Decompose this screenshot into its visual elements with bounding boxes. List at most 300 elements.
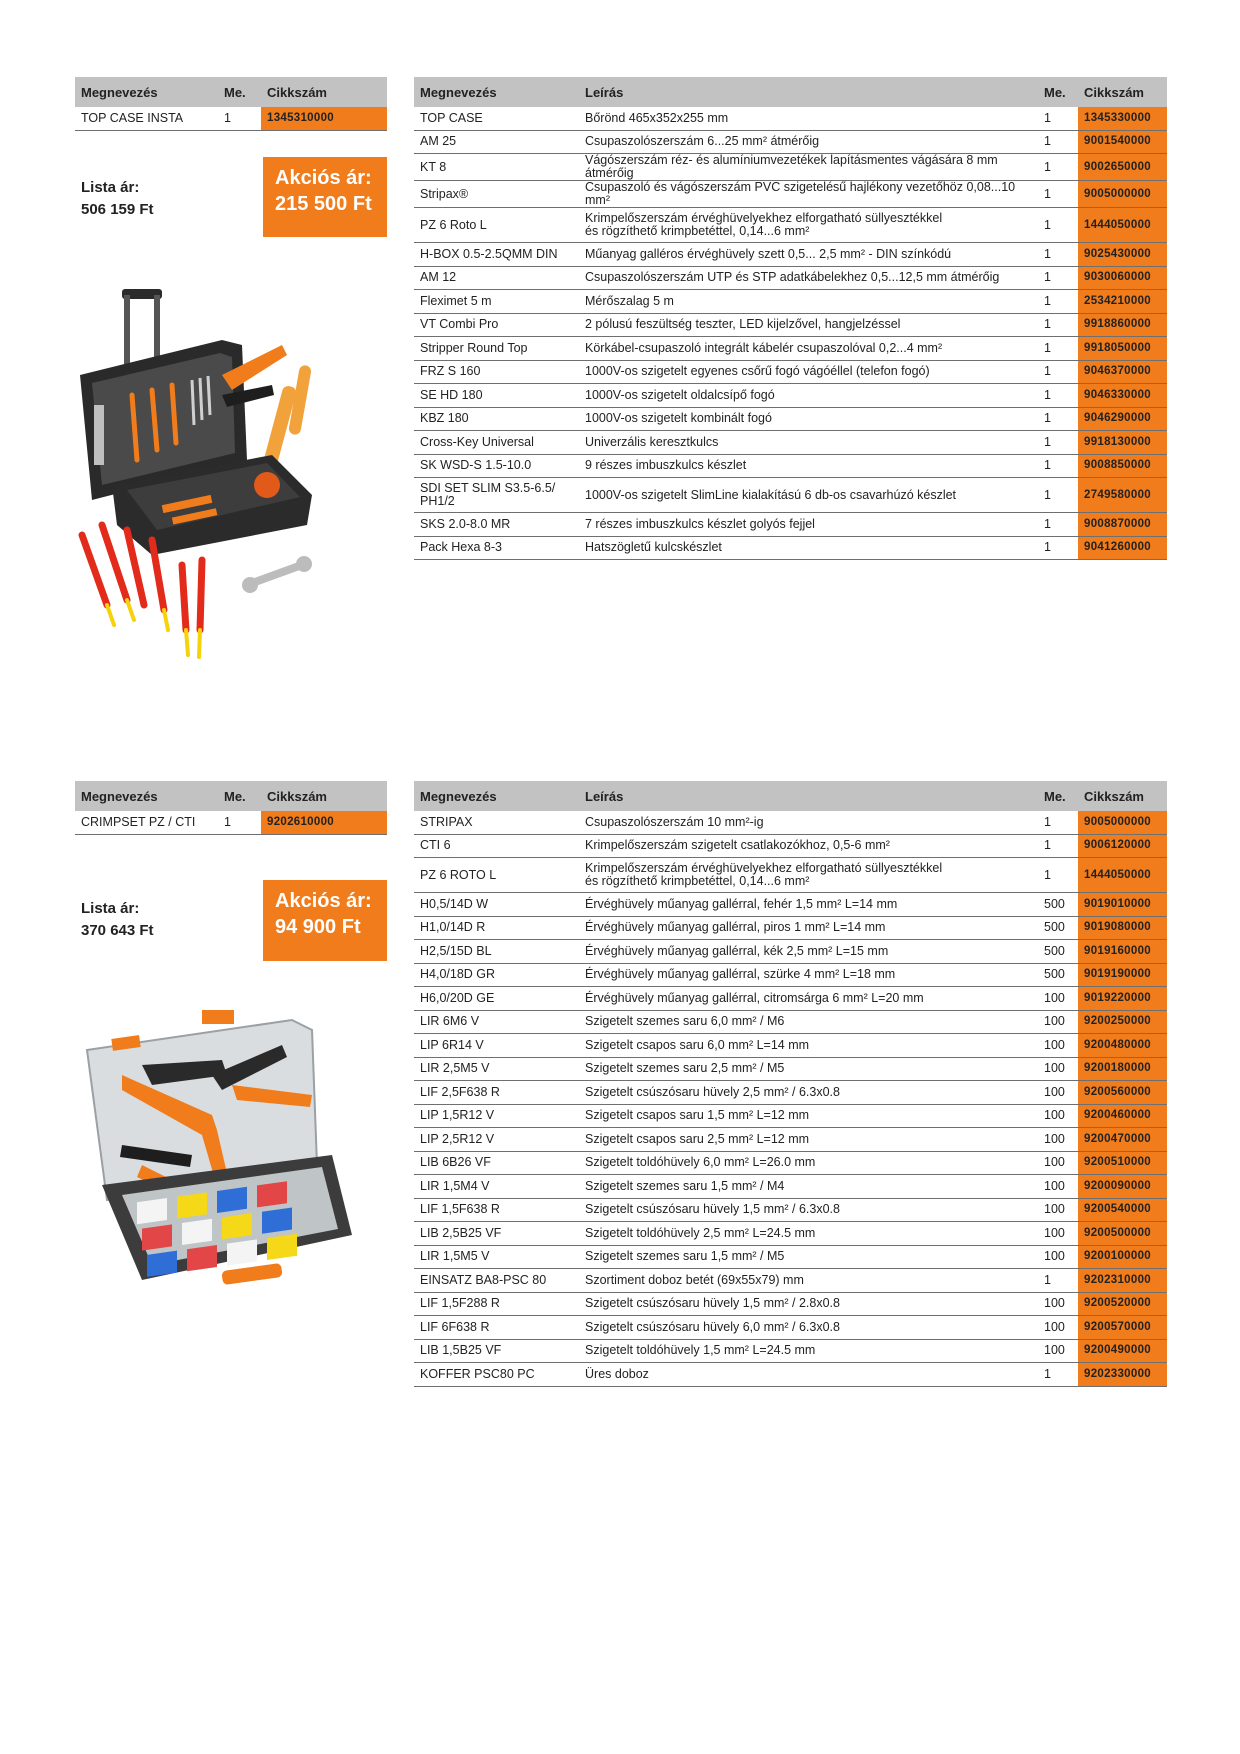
item-qty: 1 [1038,454,1078,478]
item-qty: 100 [1038,987,1078,1011]
item-qty: 1 [1038,154,1078,181]
item-description-line: 1000V-os szigetelt oldalcsípő fogó [585,387,775,402]
item-description-line: Szigetelt szemes saru 1,5 mm² / M4 [585,1178,785,1193]
item-description-line: 1000V-os szigetelt egyenes csőrű fogó vágóéllel (telefon fogó) [585,364,930,379]
item-name [414,360,579,384]
table-row [414,1010,1167,1034]
item-name [414,536,579,560]
item-name-line: LIF 6F638 R [420,1319,490,1334]
item-qty: 100 [1038,1128,1078,1152]
item-description-line: Szigetelt csapos saru 6,0 mm² L=14 mm [585,1037,810,1052]
item-name [414,834,579,858]
item-name [414,181,579,208]
item-description [579,384,1038,408]
set-code: 9202610000 [261,811,387,834]
item-name [414,313,579,337]
item-code: 9046330000 [1078,384,1167,408]
item-qty: 1 [1038,107,1078,130]
item-description-line: Krimpelőszerszám szigetelt csatlakozókhoz, 0,5-6 mm² [585,838,890,853]
item-name-line: PH1/2 [420,494,455,508]
item-code: 9918860000 [1078,313,1167,337]
components-table-1 [414,77,1167,560]
col-header-qty: Me. [218,77,261,107]
item-qty: 100 [1038,1316,1078,1340]
item-name-line: LIR 1,5M5 V [420,1249,490,1264]
item-description-line: Érvéghüvely műanyag gallérral, piros 1 mm² L=14 mm [585,920,886,935]
item-qty: 100 [1038,1245,1078,1269]
item-qty: 100 [1038,1175,1078,1199]
item-description [579,1269,1038,1293]
table-row [414,454,1167,478]
item-qty: 1 [1038,130,1078,154]
item-qty: 1 [1038,858,1078,893]
item-description [579,1034,1038,1058]
item-qty: 1 [1038,513,1078,537]
item-qty: 1 [1038,811,1078,834]
item-name-line: TOP CASE [420,110,483,125]
item-code: 2749580000 [1078,478,1167,513]
components-body-1 [414,107,1167,560]
item-qty: 100 [1038,1339,1078,1363]
item-name-line: SK WSD-S 1.5-10.0 [420,458,532,473]
item-description-line: Szigetelt csapos saru 2,5 mm² L=12 mm [585,1131,810,1146]
item-qty: 1 [1038,536,1078,560]
item-code: 9200100000 [1078,1245,1167,1269]
item-description [579,478,1038,513]
item-qty: 1 [1038,1269,1078,1293]
item-name [414,811,579,834]
sale-price-label: Akciós ár: [275,890,372,912]
item-description [579,208,1038,243]
table-row [414,963,1167,987]
item-qty: 100 [1038,1081,1078,1105]
item-code: 9200510000 [1078,1151,1167,1175]
item-name [414,384,579,408]
item-name [414,107,579,130]
table-row [414,536,1167,560]
item-name [414,130,579,154]
item-code: 9200180000 [1078,1057,1167,1081]
item-description [579,1175,1038,1199]
item-description-line: Szigetelt csúszósaru hüvely 1,5 mm² / 2.8x0.8 [585,1296,840,1311]
item-name-line: LIR 1,5M4 V [420,1178,490,1193]
item-description [579,1339,1038,1363]
item-description-line: 2 pólusú feszültség teszter, LED kijelzővel, hangjelzéssel [585,317,901,332]
item-description-line: Szigetelt szemes saru 6,0 mm² / M6 [585,1014,785,1029]
table-row [414,1269,1167,1293]
item-description [579,1316,1038,1340]
item-code: 2534210000 [1078,290,1167,314]
item-name-line: SKS 2.0-8.0 MR [420,516,511,531]
table-row [414,834,1167,858]
item-code: 9046370000 [1078,360,1167,384]
item-code: 9200500000 [1078,1222,1167,1246]
table-row [414,1104,1167,1128]
item-code: 9019160000 [1078,940,1167,964]
item-description [579,360,1038,384]
item-name [414,1316,579,1340]
item-name-line: SDI SET SLIM S3.5-6.5/ [420,481,556,495]
item-name [414,208,579,243]
item-name [414,1151,579,1175]
item-name-line: Pack Hexa 8-3 [420,540,502,555]
item-code: 9200470000 [1078,1128,1167,1152]
item-name-line: STRIPAX [420,814,473,829]
item-description-line: Szigetelt szemes saru 2,5 mm² / M5 [585,1061,785,1076]
item-code: 9200570000 [1078,1316,1167,1340]
item-description-line: Körkábel-csupaszoló integrált kábelér csupaszolóval 0,2...4 mm² [585,340,943,355]
table-row [414,407,1167,431]
item-code: 1345330000 [1078,107,1167,130]
col-header-name: Megnevezés [75,77,218,107]
item-code: 9030060000 [1078,266,1167,290]
item-name [414,1339,579,1363]
item-code: 9019010000 [1078,893,1167,917]
item-qty: 1 [1038,290,1078,314]
list-price-value: 506 159 Ft [81,201,154,218]
item-name-line: LIF 1,5F638 R [420,1202,500,1217]
item-name [414,1198,579,1222]
item-code: 1444050000 [1078,208,1167,243]
item-description [579,1057,1038,1081]
table-row [414,1316,1167,1340]
item-code: 1444050000 [1078,858,1167,893]
item-name [414,1010,579,1034]
item-qty: 1 [1038,337,1078,361]
item-name [414,266,579,290]
item-description-line: Csupaszolószerszám UTP és STP adatkábelekhez 0,5...12,5 mm átmérőig [585,270,1000,285]
item-description-line: Bőrönd 465x352x255 mm [585,110,729,125]
table-row [414,243,1167,267]
table-row [414,130,1167,154]
item-qty: 100 [1038,1034,1078,1058]
item-description-line: Műanyag galléros érvéghüvely szett 0,5... 2,5 mm² - DIN színkódú [585,246,952,261]
item-description-line: 1000V-os szigetelt kombinált fogó [585,411,772,426]
components-body-2 [414,811,1167,1386]
table-row [414,1245,1167,1269]
set-qty: 1 [218,107,261,130]
item-name [414,454,579,478]
col-header-description: Leírás [579,781,1038,811]
item-description-line: 1000V-os szigetelt SlimLine kialakítású 6 db-os csavarhúzó készlet [585,487,957,502]
item-name [414,1104,579,1128]
item-code: 9200490000 [1078,1339,1167,1363]
set-code: 1345310000 [261,107,387,130]
item-name [414,1081,579,1105]
item-qty: 100 [1038,1057,1078,1081]
item-description [579,858,1038,893]
item-name [414,337,579,361]
table-row [414,290,1167,314]
item-description [579,536,1038,560]
item-name [414,963,579,987]
col-header-code: Cikkszám [1078,77,1167,107]
item-name [414,1057,579,1081]
table-row [414,987,1167,1011]
item-description [579,290,1038,314]
item-name-line: LIP 1,5R12 V [420,1108,495,1123]
item-name-line: AM 25 [420,134,457,149]
item-qty: 100 [1038,1010,1078,1034]
item-description [579,1292,1038,1316]
table-row [414,431,1167,455]
item-qty: 1 [1038,181,1078,208]
table-row [414,1292,1167,1316]
table-row [414,1128,1167,1152]
item-description [579,1151,1038,1175]
list-price-1 [81,177,154,221]
item-name-line: PZ 6 ROTO L [420,867,497,882]
table-row [414,266,1167,290]
item-description [579,1010,1038,1034]
table-row [414,1034,1167,1058]
item-description [579,893,1038,917]
item-code: 9200460000 [1078,1104,1167,1128]
item-code: 9202330000 [1078,1363,1167,1387]
summary-table-2 [75,781,387,835]
item-code: 9025430000 [1078,243,1167,267]
item-name-line: KT 8 [420,159,447,174]
item-name [414,893,579,917]
item-code: 9005000000 [1078,811,1167,834]
item-name-line: LIB 2,5B25 VF [420,1225,502,1240]
item-name [414,154,579,181]
item-description [579,313,1038,337]
item-name [414,513,579,537]
item-code: 9918050000 [1078,337,1167,361]
table-row [414,858,1167,893]
table-row [414,181,1167,208]
table-row [414,107,1167,130]
item-name-line: AM 12 [420,270,457,285]
item-name-line: Cross-Key Universal [420,434,534,449]
item-description-line: Csupaszoló és vágószerszám PVC szigetelésű hajlékony vezetőhöz 0,08...10 mm² [585,180,1016,207]
table-row [414,154,1167,181]
col-header-qty: Me. [1038,781,1078,811]
item-qty: 1 [1038,266,1078,290]
table-row [414,940,1167,964]
item-name [414,431,579,455]
item-name-line: H6,0/20D GE [420,990,495,1005]
item-name [414,858,579,893]
item-code: 9019080000 [1078,916,1167,940]
item-name-line: SE HD 180 [420,387,483,402]
table-row [414,337,1167,361]
item-description [579,513,1038,537]
item-name-line: VT Combi Pro [420,317,499,332]
item-description [579,1245,1038,1269]
item-description [579,431,1038,455]
item-code: 9046290000 [1078,407,1167,431]
item-name-line: LIR 2,5M5 V [420,1061,490,1076]
item-name [414,1363,579,1387]
item-description-line: Érvéghüvely műanyag gallérral, kék 2,5 mm² L=15 mm [585,943,889,958]
crimp-set-box-icon [82,1005,372,1320]
item-description-line: Szortiment doboz betét (69x55x79) mm [585,1272,804,1287]
item-description-line: Szigetelt csúszósaru hüvely 2,5 mm² / 6.3x0.8 [585,1084,840,1099]
item-code: 9041260000 [1078,536,1167,560]
table-row [414,1081,1167,1105]
item-name-line: LIB 1,5B25 VF [420,1343,502,1358]
table-row [414,1057,1167,1081]
sale-price-box-1 [263,157,387,237]
item-description-line: Érvéghüvely műanyag gallérral, fehér 1,5 mm² L=14 mm [585,896,898,911]
item-qty: 100 [1038,1151,1078,1175]
item-description [579,1128,1038,1152]
summary-table-1 [75,77,387,131]
item-name-line: LIP 6R14 V [420,1037,484,1052]
table-row [414,208,1167,243]
item-code: 9005000000 [1078,181,1167,208]
item-code: 9200560000 [1078,1081,1167,1105]
item-code: 9019190000 [1078,963,1167,987]
item-description [579,811,1038,834]
item-code: 9019220000 [1078,987,1167,1011]
table-row [414,1222,1167,1246]
item-code: 9200480000 [1078,1034,1167,1058]
sale-price-label: Akciós ár: [275,167,372,189]
item-name-line: Stripper Round Top [420,340,528,355]
item-qty: 500 [1038,963,1078,987]
table-row [414,1175,1167,1199]
list-price-value: 370 643 Ft [81,922,154,939]
item-description-line: Univerzális keresztkulcs [585,434,719,449]
item-description-line: Szigetelt csúszósaru hüvely 1,5 mm² / 6.3x0.8 [585,1202,840,1217]
item-name [414,1269,579,1293]
col-header-code: Cikkszám [1078,781,1167,811]
item-description [579,243,1038,267]
table-row [414,384,1167,408]
item-description [579,1363,1038,1387]
item-description-line: Hatszögletű kulcskészlet [585,540,722,555]
item-description [579,454,1038,478]
item-name [414,243,579,267]
item-description [579,1104,1038,1128]
item-name-line: LIF 1,5F288 R [420,1296,500,1311]
col-header-code: Cikkszám [261,77,387,107]
item-description-line: Érvéghüvely műanyag gallérral, citromsárga 6 mm² L=20 mm [585,990,924,1005]
item-code: 9200520000 [1078,1292,1167,1316]
item-description-line: Csupaszolószerszám 10 mm²-ig [585,814,764,829]
table-row [414,916,1167,940]
item-code: 9200540000 [1078,1198,1167,1222]
item-description [579,940,1038,964]
table-row [414,811,1167,834]
item-name [414,1245,579,1269]
item-description-line: Szigetelt toldóhüvely 6,0 mm² L=26.0 mm [585,1155,816,1170]
item-qty: 100 [1038,1292,1078,1316]
item-name-line: Stripax® [420,186,469,201]
table-row [414,313,1167,337]
table-row [414,513,1167,537]
item-code: 9918130000 [1078,431,1167,455]
item-qty: 1 [1038,431,1078,455]
item-qty: 1 [1038,313,1078,337]
tool-case-icon [72,285,372,675]
sale-price-box-2 [263,880,387,961]
table-row [414,1339,1167,1363]
item-name-line: LIR 6M6 V [420,1014,480,1029]
col-header-name: Megnevezés [414,77,579,107]
item-description-line: 9 részes imbuszkulcs készlet [585,458,747,473]
item-description-line: Érvéghüvely műanyag gallérral, szürke 4 mm² L=18 mm [585,967,896,982]
table-row [414,478,1167,513]
item-description-line: Krimpelőszerszám érvéghüvelyekhez elforgatható süllyesztékkel [585,211,943,225]
table-row [414,1363,1167,1387]
item-qty: 500 [1038,940,1078,964]
table-row [414,1198,1167,1222]
item-description [579,1222,1038,1246]
item-description [579,916,1038,940]
item-description [579,107,1038,130]
item-name [414,1222,579,1246]
item-name-line: KOFFER PSC80 PC [420,1366,535,1381]
item-name [414,1128,579,1152]
item-code: 9008870000 [1078,513,1167,537]
item-qty: 100 [1038,1222,1078,1246]
item-description-line: és rögzíthető krimpbetéttel, 0,14...6 mm² [585,874,810,888]
item-description-line: 7 részes imbuszkulcs készlet golyós fejjel [585,516,815,531]
item-qty: 1 [1038,1363,1078,1387]
item-name-line: H4,0/18D GR [420,967,496,982]
item-description-line: Szigetelt toldóhüvely 2,5 mm² L=24.5 mm [585,1225,816,1240]
item-qty: 100 [1038,1198,1078,1222]
item-qty: 1 [1038,360,1078,384]
item-description-line: Szigetelt csapos saru 1,5 mm² L=12 mm [585,1108,810,1123]
item-qty: 1 [1038,407,1078,431]
item-description-line: Szigetelt toldóhüvely 1,5 mm² L=24.5 mm [585,1343,816,1358]
item-description [579,154,1038,181]
item-description [579,266,1038,290]
list-price-2 [81,898,154,942]
item-description [579,963,1038,987]
col-header-qty: Me. [218,781,261,811]
item-name-line: FRZ S 160 [420,364,481,379]
item-name [414,1292,579,1316]
list-price-label: Lista ár: [81,900,140,917]
sale-price-value: 215 500 Ft [275,193,372,215]
item-name-line: LIP 2,5R12 V [420,1131,495,1146]
item-description [579,337,1038,361]
set-qty: 1 [218,811,261,834]
item-qty: 1 [1038,384,1078,408]
item-code: 9008850000 [1078,454,1167,478]
item-description-line: Szigetelt szemes saru 1,5 mm² / M5 [585,1249,785,1264]
item-name-line: H-BOX 0.5-2.5QMM DIN [420,246,558,261]
item-qty: 1 [1038,243,1078,267]
item-qty: 1 [1038,478,1078,513]
item-code: 9200090000 [1078,1175,1167,1199]
item-description-line: Vágószerszám réz- és alumíniumvezetékek lapításmentes vágására 8 mm átmérőig [585,153,998,180]
item-code: 9202310000 [1078,1269,1167,1293]
item-description-line: Üres doboz [585,1366,649,1381]
item-name [414,987,579,1011]
item-code: 9002650000 [1078,154,1167,181]
item-qty: 1 [1038,208,1078,243]
list-price-label: Lista ár: [81,179,140,196]
item-code: 9200250000 [1078,1010,1167,1034]
item-name-line: LIB 6B26 VF [420,1155,491,1170]
item-description [579,834,1038,858]
item-name-line: H2,5/15D BL [420,943,492,958]
item-name [414,940,579,964]
item-description-line: és rögzíthető krimpbetéttel, 0,14...6 mm² [585,224,810,238]
set-name: TOP CASE INSTA [75,107,218,130]
table-row [414,360,1167,384]
item-name [414,1175,579,1199]
item-description [579,1198,1038,1222]
col-header-qty: Me. [1038,77,1078,107]
